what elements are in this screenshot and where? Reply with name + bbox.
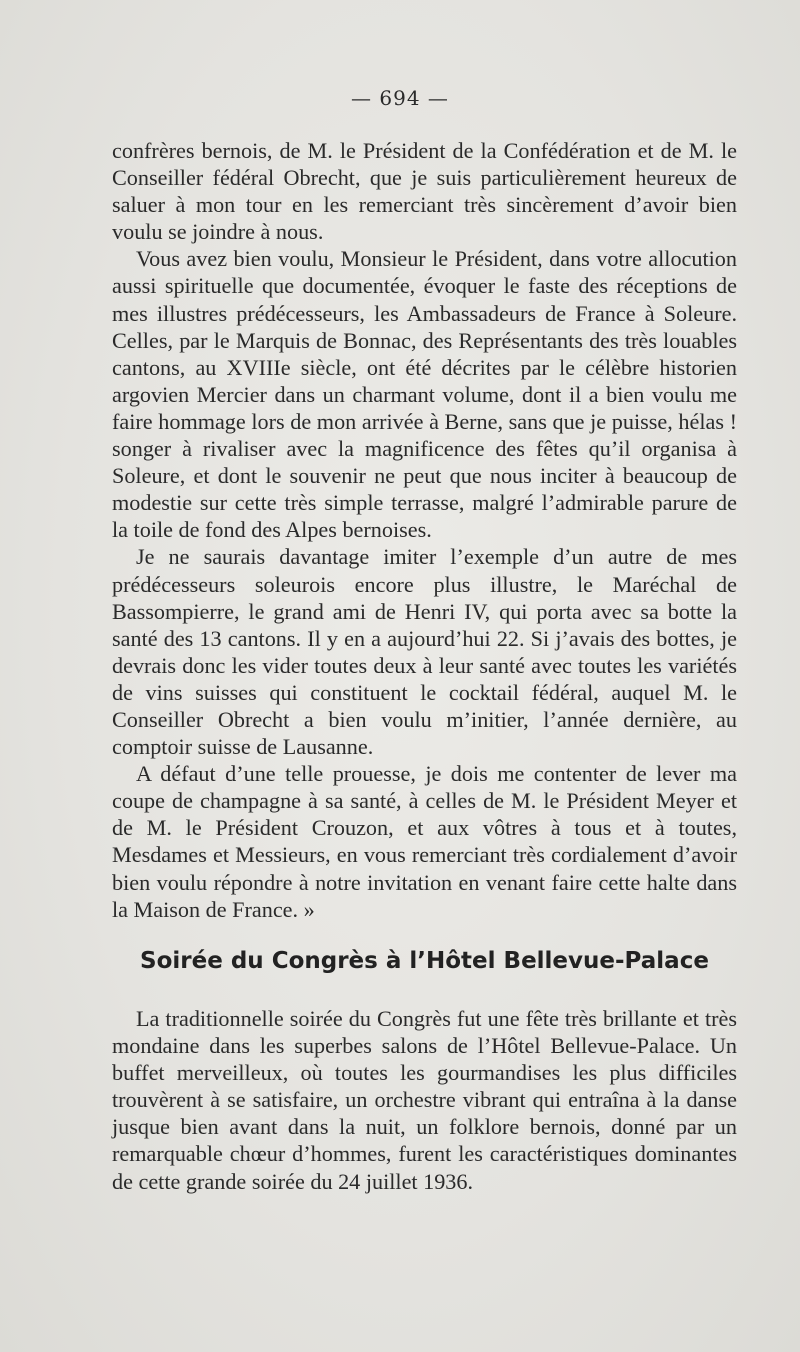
paragraph: La traditionnelle soirée du Congrès fut une fête très brillante et très mondaine dans les superbes salons de l’Hôtel Bellevue-Palace. Un buffet merveilleux, où toutes les gourmandises les plus difficiles trouvèrent à se satisfaire, un orchestre vibrant qui entraîna à la danse jusque bien avant dans la nuit, un folklore bernois, donné par un remarquable chœur d’hommes, furent les caractéristiques dominantes de cette grande soirée du 24 juillet 1936. [112,1006,737,1194]
letter-text [112,137,737,923]
paragraph: confrères bernois, de M. le Président de la Confédération et de M. le Conseiller fédéral Obrecht, que je suis particulièrement heureux de saluer à mon tour en les remerciant très sincèrement d’avoir bien voulu se joindre à nous. [112,138,737,245]
section-heading: Soirée du Congrès à l’Hôtel Bellevue-Palace [140,948,709,974]
paragraph: Vous avez bien voulu, Monsieur le Président, dans votre allocution aussi spirituelle que documentée, évoquer le faste des réceptions de mes illustres prédécesseurs, les Ambassadeurs de France à Soleure. Celles, par le Marquis de Bonnac, des Représentants des très louables cantons, au XVIIIe siècle, ont été décrites par le célèbre historien argovien Mercier dans un charmant volume, dont il a bien voulu me faire hommage lors de mon arrivée à Berne, sans que je puisse, hélas ! songer à rivaliser avec la magnificence des fêtes qu’il organisa à Soleure, et dont le souvenir ne peut que nous inciter à beaucoup de modestie sur cette très simple terrasse, malgré l’admirable parure de la toile de fond des Alpes bernoises. [112,246,737,543]
section-text [112,1005,737,1195]
page-number: — 694 — [351,86,449,110]
paragraph: Je ne saurais davantage imiter l’exemple d’un autre de mes prédécesseurs soleurois encore plus illustre, le Maréchal de Bassompierre, le grand ami de Henri IV, qui porta avec sa botte la santé des 13 cantons. Il y en a aujourd’hui 22. Si j’avais des bottes, je devrais donc les vider toutes deux à leur santé avec toutes les variétés de vins suisses qui constituent le cocktail fédéral, auquel M. le Conseiller Obrecht a bien voulu m’initier, l’année dernière, au comptoir suisse de Lausanne. [112,544,737,760]
paragraph: A défaut d’une telle prouesse, je dois me contenter de lever ma coupe de champagne à sa santé, à celles de M. le Président Meyer et de M. le Président Crouzon, et aux vôtres à tous et à toutes, Mesdames et Messieurs, en vous remerciant très cordialement d’avoir bien voulu répondre à notre invitation en venant faire cette halte dans la Maison de France. » [112,761,737,922]
